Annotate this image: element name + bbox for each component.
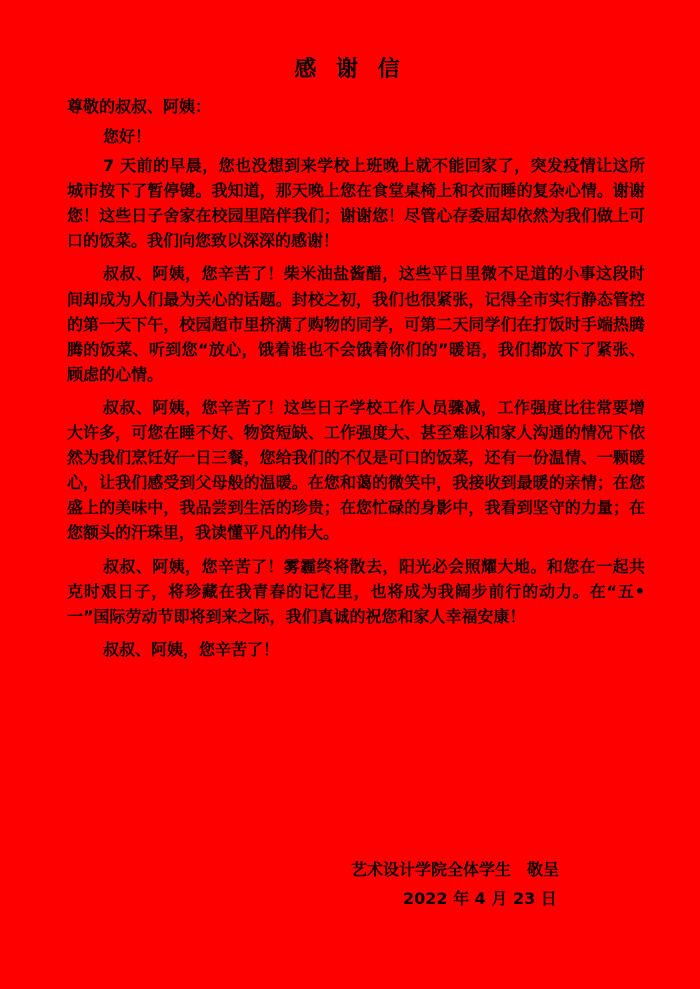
letter-date: 2022 年 4 月 23 日 xyxy=(403,889,557,908)
paragraph-4: 叔叔、阿姨，您辛苦了！雾霾终将散去，阳光必会照耀大地。和您在一起共克时艰日子，将珍藏在我青春的记忆里，也将成为我阔步前行的动力。在“五•一”国际劳动节即将到来之际，我们真诚的祝您和家人幸福安康！ xyxy=(67,556,645,626)
paragraph-2: 叔叔、阿姨，您辛苦了！柴米油盐酱醋，这些平日里微不足道的小事这段时间却成为人们最为关心的话题。封校之初，我们也很紧张，记得全市实行静态管控的第一天下午，校园超市里挤满了购物的同学，可第二天同学们在打饭时手端热腾腾的饭菜、听到您“放心，饿着谁也不会饿着你们的”暖语，我们都放下了紧张、顾虑的心情。 xyxy=(67,264,645,384)
letter-body xyxy=(67,124,645,662)
signature: 艺术设计学院全体学生 敬呈 xyxy=(351,860,560,879)
salutation: 尊敬的叔叔、阿姨： xyxy=(67,97,212,116)
closing-line: 叔叔、阿姨，您辛苦了！ xyxy=(103,639,280,659)
greeting: 您好！ xyxy=(103,127,152,146)
paragraph-1: 7 天前的早晨，您也没想到来学校上班晚上就不能回家了，突发疫情让这所城市按下了暂停键。我知道，那天晚上您在食堂桌椅上和衣而睡的复杂心情。谢谢您！这些日子舍家在校园里陪伴我们；谢谢您！尽管心存委屈却依然为我们做上可口的饭菜。我们向您致以深深的感谢！ xyxy=(67,156,645,251)
paragraph-3: 叔叔、阿姨，您辛苦了！这些日子学校工作人员骤减，工作强度比往常要增大许多，可您在睡不好、物资短缺、工作强度大、甚至难以和家人沟通的情况下依然为我们烹饪好一日三餐，您给我们的不仅是可口的饭菜，还有一份温情、一颗暖心，让我们感受到父母般的温暖。在您和蔼的微笑中，我接收到最暖的亲情；在您盛上的美味中，我品尝到生活的珍贵；在您忙碌的身影中，我看到坚守的力量；在您额头的汗珠里，我读懂平凡的伟大。 xyxy=(67,397,645,543)
letter-title: 感 谢 信 xyxy=(294,57,406,82)
